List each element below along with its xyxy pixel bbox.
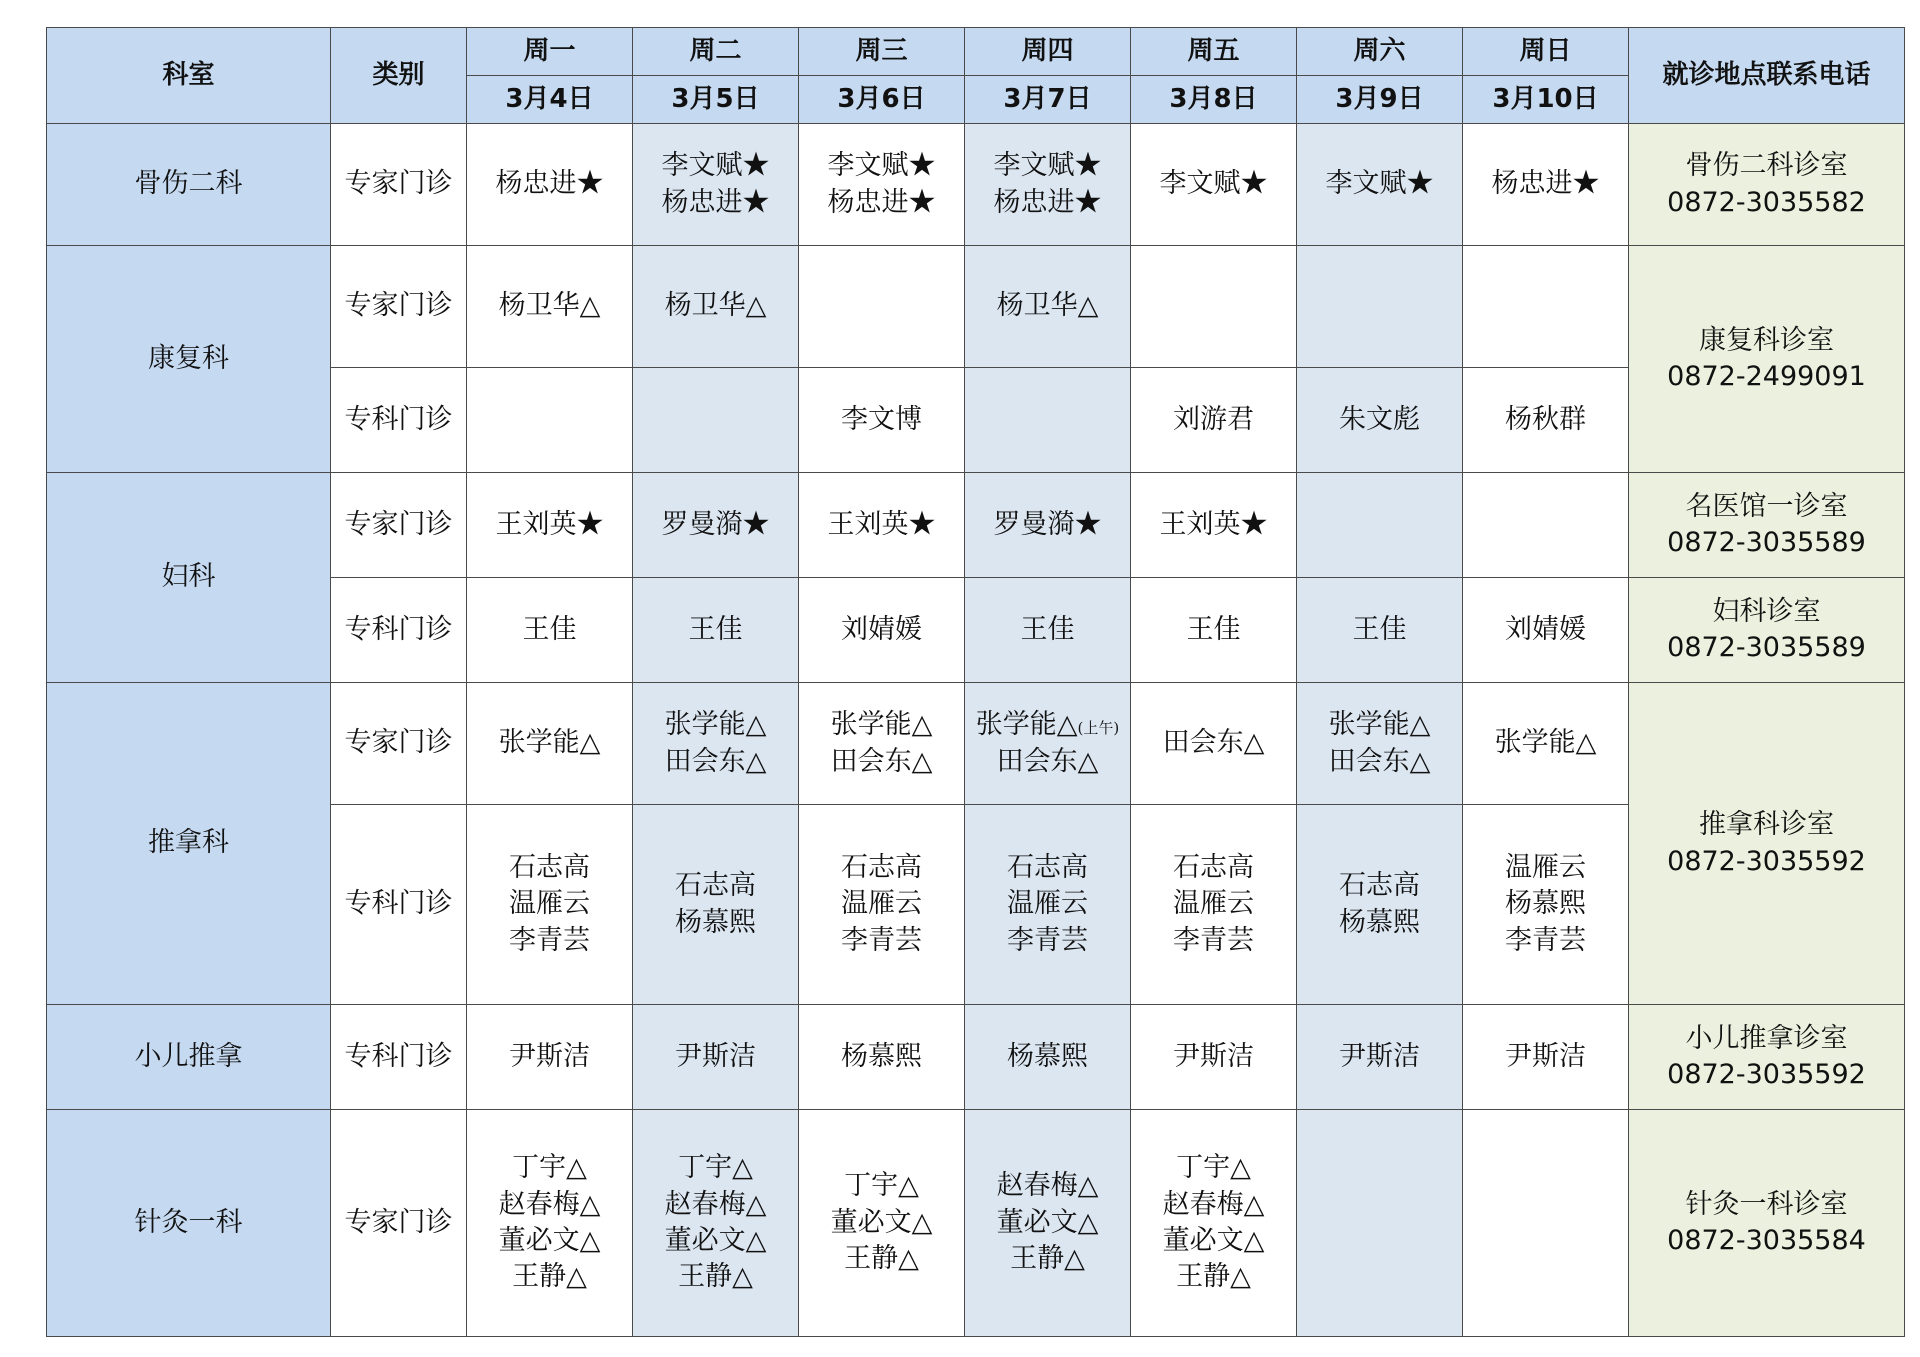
doctor-name xyxy=(633,507,798,543)
schedule-cell xyxy=(1131,368,1297,473)
doctor-name xyxy=(633,1259,798,1295)
doctor-name-text: 杨忠进★ xyxy=(993,186,1102,218)
schedule-cell xyxy=(965,1005,1131,1110)
schedule-cell xyxy=(799,368,965,473)
location-room: 康复科诊室 xyxy=(1699,324,1834,356)
table-row xyxy=(47,124,1905,246)
schedule-cell xyxy=(467,368,633,473)
department-cell: 小儿推拿 xyxy=(47,1005,331,1110)
doctor-name-text: 李文赋★ xyxy=(1159,168,1268,200)
doctor-name xyxy=(1463,725,1628,761)
header-weekday: 周二 xyxy=(633,28,799,76)
doctor-name-text: 丁宇△ xyxy=(1176,1152,1251,1184)
doctor-name-text: 李青芸 xyxy=(509,924,590,956)
doctor-name-text: 丁宇△ xyxy=(678,1152,753,1184)
doctor-name xyxy=(633,288,798,324)
schedule-cell xyxy=(965,578,1131,683)
doctor-name xyxy=(965,612,1130,648)
doctor-name-text: 赵春梅△ xyxy=(498,1188,601,1220)
doctor-name xyxy=(799,185,964,221)
doctor-name-text: 董必文△ xyxy=(498,1225,601,1256)
doctor-name-text: 石志高 xyxy=(1339,870,1420,902)
doctor-name xyxy=(1463,1039,1628,1075)
doctor-name-text: 温雁云 xyxy=(1007,888,1088,920)
location-phone: 0872-3035592 xyxy=(1667,845,1866,877)
doctor-name xyxy=(799,1205,964,1241)
schedule-cell xyxy=(1131,683,1297,805)
doctor-name-text: 李文赋★ xyxy=(827,150,936,182)
schedule-cell xyxy=(1463,805,1629,1005)
doctor-name xyxy=(467,1259,632,1295)
doctor-name xyxy=(1297,905,1462,941)
department-cell: 推拿科 xyxy=(47,683,331,1005)
doctor-name xyxy=(1131,725,1296,761)
department-cell: 妇科 xyxy=(47,473,331,683)
schedule-cell xyxy=(633,368,799,473)
doctor-name-text: 温雁云 xyxy=(841,888,922,920)
doctor-name-text: 刘婧媛 xyxy=(841,613,922,645)
schedule-cell xyxy=(799,473,965,578)
location-phone: 0872-3035592 xyxy=(1667,1059,1866,1090)
doctor-name xyxy=(633,868,798,904)
doctor-name xyxy=(1297,612,1462,648)
header-date: 3月9日 xyxy=(1297,76,1463,124)
schedule-cell xyxy=(799,683,965,805)
header-weekday: 周一 xyxy=(467,28,633,76)
schedule-cell xyxy=(1297,246,1463,368)
doctor-name-text: 杨忠进★ xyxy=(495,168,604,200)
doctor-name-text: 杨慕熙 xyxy=(675,906,756,938)
doctor-name xyxy=(799,612,964,648)
category-cell: 专家门诊 xyxy=(331,683,467,805)
schedule-cell xyxy=(467,246,633,368)
doctor-name-text: 刘游君 xyxy=(1173,403,1254,435)
department-cell: 康复科 xyxy=(47,246,331,473)
schedule-cell xyxy=(467,1005,633,1110)
doctor-name-text: 杨慕熙 xyxy=(1505,888,1586,920)
doctor-name xyxy=(633,185,798,221)
schedule-cell xyxy=(633,578,799,683)
schedule-header xyxy=(47,28,1905,124)
doctor-name-text: 李文赋★ xyxy=(1325,168,1434,200)
doctor-name xyxy=(799,402,964,438)
doctor-name xyxy=(1131,923,1296,959)
doctor-name-text: 董必文△ xyxy=(664,1225,767,1256)
schedule-cell xyxy=(1297,368,1463,473)
header-weekday: 周四 xyxy=(965,28,1131,76)
location-room: 针灸一科诊室 xyxy=(1685,1188,1848,1220)
doctor-name xyxy=(1463,166,1628,202)
doctor-name xyxy=(467,850,632,886)
doctor-name xyxy=(1131,1039,1296,1075)
doctor-name xyxy=(965,923,1130,959)
doctor-name-text: 赵春梅△ xyxy=(1162,1188,1265,1220)
location-room: 名医馆一诊室 xyxy=(1685,490,1848,522)
doctor-name-text: 王佳 xyxy=(1020,613,1075,645)
doctor-name-text: 石志高 xyxy=(1173,851,1254,883)
doctor-name-text: 杨卫华△ xyxy=(996,290,1099,322)
header-date: 3月4日 xyxy=(467,76,633,124)
doctor-name xyxy=(1463,402,1628,438)
location-cell xyxy=(1629,1110,1905,1337)
doctor-name xyxy=(799,148,964,184)
time-note: (上午) xyxy=(1077,719,1120,738)
doctor-name xyxy=(467,1223,632,1259)
doctor-name-text: 张学能△ xyxy=(830,709,933,741)
table-row xyxy=(47,246,1905,368)
doctor-name xyxy=(1297,744,1462,780)
doctor-name xyxy=(799,1168,964,1204)
header-date: 3月8日 xyxy=(1131,76,1297,124)
doctor-name xyxy=(1297,166,1462,202)
doctor-name-text: 李青芸 xyxy=(1173,924,1254,956)
table-row xyxy=(47,683,1905,805)
doctor-name-text: 王佳 xyxy=(688,613,743,645)
doctor-name xyxy=(1131,850,1296,886)
doctor-name-text: 董必文△ xyxy=(1162,1225,1265,1256)
category-cell: 专家门诊 xyxy=(331,246,467,368)
doctor-name xyxy=(467,886,632,922)
doctor-name xyxy=(1131,1223,1296,1259)
doctor-name xyxy=(965,288,1130,324)
schedule-table xyxy=(46,27,1905,1337)
schedule-cell xyxy=(1463,1005,1629,1110)
location-phone: 0872-3035589 xyxy=(1667,527,1866,558)
schedule-cell xyxy=(1131,805,1297,1005)
category-cell: 专科门诊 xyxy=(331,578,467,683)
doctor-name xyxy=(1131,1150,1296,1186)
doctor-name-text: 朱文彪 xyxy=(1339,403,1420,435)
location-cell xyxy=(1629,473,1905,578)
doctor-name-text: 王静△ xyxy=(844,1243,919,1275)
doctor-name-text: 赵春梅△ xyxy=(664,1188,767,1220)
doctor-name-text: 尹斯洁 xyxy=(1505,1040,1586,1072)
doctor-name xyxy=(633,612,798,648)
doctor-name-text: 尹斯洁 xyxy=(1173,1040,1254,1072)
location-room: 推拿科诊室 xyxy=(1699,809,1834,841)
doctor-name xyxy=(965,185,1130,221)
doctor-name-text: 赵春梅△ xyxy=(996,1170,1099,1202)
schedule-cell xyxy=(467,473,633,578)
schedule-cell xyxy=(1131,124,1297,246)
doctor-name xyxy=(467,923,632,959)
schedule-cell xyxy=(1297,683,1463,805)
location-cell xyxy=(1629,578,1905,683)
doctor-name xyxy=(965,850,1130,886)
schedule-cell xyxy=(965,124,1131,246)
doctor-name-text: 罗曼漪★ xyxy=(993,508,1102,540)
location-cell xyxy=(1629,124,1905,246)
schedule-cell xyxy=(1297,1110,1463,1337)
header-weekday: 周六 xyxy=(1297,28,1463,76)
doctor-name xyxy=(633,148,798,184)
doctor-name-text: 杨卫华△ xyxy=(664,290,767,322)
doctor-name xyxy=(799,850,964,886)
schedule-cell xyxy=(965,805,1131,1005)
doctor-name-text: 杨忠进★ xyxy=(661,186,770,218)
doctor-name-text: 温雁云 xyxy=(1173,888,1254,920)
schedule-cell xyxy=(633,246,799,368)
category-cell: 专家门诊 xyxy=(331,124,467,246)
doctor-name-text: 田会东△ xyxy=(1328,745,1431,777)
doctor-name xyxy=(633,1223,798,1259)
schedule-cell xyxy=(1463,124,1629,246)
doctor-name-text: 温雁云 xyxy=(509,888,590,920)
schedule-cell xyxy=(1297,1005,1463,1110)
header-department: 科室 xyxy=(47,28,331,124)
doctor-name xyxy=(633,1039,798,1075)
doctor-name xyxy=(467,612,632,648)
doctor-name-text: 王静△ xyxy=(1176,1261,1251,1293)
doctor-name-text: 张学能△ xyxy=(664,709,767,741)
doctor-name-text: 张学能△ xyxy=(975,709,1078,741)
table-row xyxy=(47,473,1905,578)
doctor-name-text: 王刘英★ xyxy=(1159,508,1268,540)
schedule-cell xyxy=(467,1110,633,1337)
doctor-name-text: 董必文△ xyxy=(830,1206,933,1238)
doctor-name xyxy=(965,1205,1130,1241)
doctor-name xyxy=(1297,707,1462,743)
doctor-name-text: 张学能△ xyxy=(1494,727,1597,759)
schedule-cell xyxy=(1463,368,1629,473)
doctor-name xyxy=(1131,612,1296,648)
doctor-name xyxy=(965,1039,1130,1075)
doctor-name-text: 田会东△ xyxy=(996,745,1099,777)
location-phone: 0872-3035589 xyxy=(1667,632,1866,663)
doctor-name xyxy=(965,1241,1130,1277)
doctor-name-text: 杨慕熙 xyxy=(1007,1040,1088,1072)
doctor-name-text: 王佳 xyxy=(1186,613,1241,645)
location-cell xyxy=(1629,1005,1905,1110)
doctor-name-text: 罗曼漪★ xyxy=(661,508,770,540)
doctor-name xyxy=(965,148,1130,184)
doctor-name-text: 田会东△ xyxy=(1162,727,1265,759)
doctor-name-text: 王静△ xyxy=(1010,1243,1085,1275)
doctor-name-text: 王静△ xyxy=(678,1261,753,1293)
doctor-name xyxy=(799,744,964,780)
doctor-name xyxy=(467,166,632,202)
doctor-name xyxy=(799,707,964,743)
schedule-cell xyxy=(799,1005,965,1110)
doctor-name-text: 杨卫华△ xyxy=(498,290,601,322)
schedule-cell xyxy=(799,246,965,368)
doctor-name-text: 王刘英★ xyxy=(827,508,936,540)
schedule-cell xyxy=(1297,124,1463,246)
doctor-name-text: 李文赋★ xyxy=(993,150,1102,182)
doctor-name-text: 杨慕熙 xyxy=(1339,906,1420,938)
doctor-name xyxy=(1297,1039,1462,1075)
schedule-cell xyxy=(1297,805,1463,1005)
schedule-cell xyxy=(1131,246,1297,368)
doctor-name-text: 李青芸 xyxy=(841,924,922,956)
location-cell xyxy=(1629,683,1905,1005)
schedule-cell xyxy=(1131,1110,1297,1337)
doctor-name-text: 王刘英★ xyxy=(495,508,604,540)
doctor-name-text: 尹斯洁 xyxy=(675,1040,756,1072)
table-row xyxy=(47,1110,1905,1337)
schedule-cell xyxy=(467,578,633,683)
location-cell xyxy=(1629,246,1905,473)
doctor-name-text: 杨忠进★ xyxy=(827,186,936,218)
doctor-name-text: 石志高 xyxy=(841,851,922,883)
doctor-name-text: 田会东△ xyxy=(664,745,767,777)
schedule-cell xyxy=(965,1110,1131,1337)
doctor-name-text: 张学能△ xyxy=(1328,709,1431,741)
schedule-cell xyxy=(965,473,1131,578)
location-phone: 0872-3035582 xyxy=(1667,186,1866,218)
schedule-cell xyxy=(633,683,799,805)
schedule-cell xyxy=(467,683,633,805)
header-weekday: 周三 xyxy=(799,28,965,76)
doctor-name-text: 张学能△ xyxy=(498,727,601,759)
department-cell: 骨伤二科 xyxy=(47,124,331,246)
doctor-name xyxy=(633,744,798,780)
header-date: 3月10日 xyxy=(1463,76,1629,124)
schedule-cell xyxy=(1131,578,1297,683)
doctor-name-text: 丁宇△ xyxy=(844,1170,919,1202)
doctor-name-text: 杨忠进★ xyxy=(1491,168,1600,200)
doctor-name xyxy=(965,707,1130,743)
schedule-cell xyxy=(965,246,1131,368)
doctor-name xyxy=(467,725,632,761)
doctor-name-text: 石志高 xyxy=(509,851,590,883)
doctor-name-text: 田会东△ xyxy=(830,745,933,777)
doctor-name xyxy=(799,1039,964,1075)
doctor-name-text: 李青芸 xyxy=(1007,924,1088,956)
doctor-name xyxy=(467,1039,632,1075)
doctor-name xyxy=(965,507,1130,543)
doctor-name xyxy=(1131,166,1296,202)
doctor-name-text: 丁宇△ xyxy=(512,1152,587,1184)
schedule-cell xyxy=(467,124,633,246)
doctor-name xyxy=(965,1168,1130,1204)
doctor-name xyxy=(633,1187,798,1223)
doctor-name-text: 杨秋群 xyxy=(1505,403,1586,435)
doctor-name xyxy=(965,744,1130,780)
doctor-name xyxy=(1297,402,1462,438)
doctor-name xyxy=(799,923,964,959)
schedule-cell xyxy=(965,683,1131,805)
table-row xyxy=(47,1005,1905,1110)
doctor-name-text: 李文赋★ xyxy=(661,150,770,182)
doctor-name xyxy=(1131,507,1296,543)
schedule-cell xyxy=(633,1110,799,1337)
doctor-name xyxy=(633,707,798,743)
header-date: 3月7日 xyxy=(965,76,1131,124)
doctor-name xyxy=(1463,886,1628,922)
doctor-name xyxy=(1131,1259,1296,1295)
location-room: 骨伤二科诊室 xyxy=(1685,150,1848,182)
doctor-name-text: 尹斯洁 xyxy=(1339,1040,1420,1072)
schedule-cell xyxy=(965,368,1131,473)
department-cell: 针灸一科 xyxy=(47,1110,331,1337)
doctor-name xyxy=(799,507,964,543)
doctor-name xyxy=(1463,923,1628,959)
schedule-cell xyxy=(633,1005,799,1110)
schedule-cell xyxy=(633,124,799,246)
doctor-name xyxy=(467,507,632,543)
schedule-cell xyxy=(633,805,799,1005)
doctor-name-text: 王佳 xyxy=(522,613,577,645)
doctor-name-text: 石志高 xyxy=(1007,851,1088,883)
doctor-name-text: 李文博 xyxy=(841,403,922,435)
category-cell: 专科门诊 xyxy=(331,805,467,1005)
doctor-name-text: 王佳 xyxy=(1352,613,1407,645)
schedule-cell xyxy=(1463,246,1629,368)
doctor-name xyxy=(467,1187,632,1223)
doctor-name-text: 王静△ xyxy=(512,1261,587,1293)
schedule-cell xyxy=(1131,473,1297,578)
doctor-name xyxy=(1463,850,1628,886)
doctor-name-text: 刘婧媛 xyxy=(1505,613,1586,645)
header-contact: 就诊地点联系电话 xyxy=(1629,28,1905,124)
doctor-name-text: 李青芸 xyxy=(1505,924,1586,956)
schedule-cell xyxy=(1463,578,1629,683)
doctor-name xyxy=(1131,1187,1296,1223)
doctor-name xyxy=(799,886,964,922)
doctor-name-text: 杨慕熙 xyxy=(841,1040,922,1072)
header-date: 3月5日 xyxy=(633,76,799,124)
doctor-name-text: 石志高 xyxy=(675,870,756,902)
category-cell: 专科门诊 xyxy=(331,368,467,473)
schedule-cell xyxy=(1297,578,1463,683)
doctor-name xyxy=(1297,868,1462,904)
category-cell: 专家门诊 xyxy=(331,473,467,578)
header-category: 类别 xyxy=(331,28,467,124)
schedule-cell xyxy=(799,578,965,683)
schedule-cell xyxy=(467,805,633,1005)
doctor-name xyxy=(633,905,798,941)
doctor-name xyxy=(965,886,1130,922)
category-cell: 专科门诊 xyxy=(331,1005,467,1110)
schedule-cell xyxy=(1463,1110,1629,1337)
schedule-cell xyxy=(799,805,965,1005)
schedule-cell xyxy=(799,124,965,246)
doctor-name xyxy=(1131,402,1296,438)
location-room: 妇科诊室 xyxy=(1712,595,1821,627)
schedule-cell xyxy=(1131,1005,1297,1110)
location-phone: 0872-3035584 xyxy=(1667,1225,1866,1256)
schedule-cell xyxy=(1463,473,1629,578)
schedule-cell xyxy=(633,473,799,578)
doctor-name-text: 尹斯洁 xyxy=(509,1040,590,1072)
location-phone: 0872-2499091 xyxy=(1667,361,1866,392)
location-room: 小儿推拿诊室 xyxy=(1685,1022,1848,1054)
header-weekday: 周日 xyxy=(1463,28,1629,76)
doctor-name-text: 温雁云 xyxy=(1505,851,1586,883)
doctor-name-text: 董必文△ xyxy=(996,1206,1099,1238)
schedule-cell xyxy=(1463,683,1629,805)
schedule-cell xyxy=(799,1110,965,1337)
header-weekday: 周五 xyxy=(1131,28,1297,76)
category-cell: 专家门诊 xyxy=(331,1110,467,1337)
header-date: 3月6日 xyxy=(799,76,965,124)
doctor-name xyxy=(1131,886,1296,922)
schedule-cell xyxy=(1297,473,1463,578)
doctor-name xyxy=(467,288,632,324)
doctor-name xyxy=(633,1150,798,1186)
doctor-name xyxy=(467,1150,632,1186)
doctor-name xyxy=(799,1241,964,1277)
schedule-body xyxy=(47,124,1905,1337)
doctor-name xyxy=(1463,612,1628,648)
